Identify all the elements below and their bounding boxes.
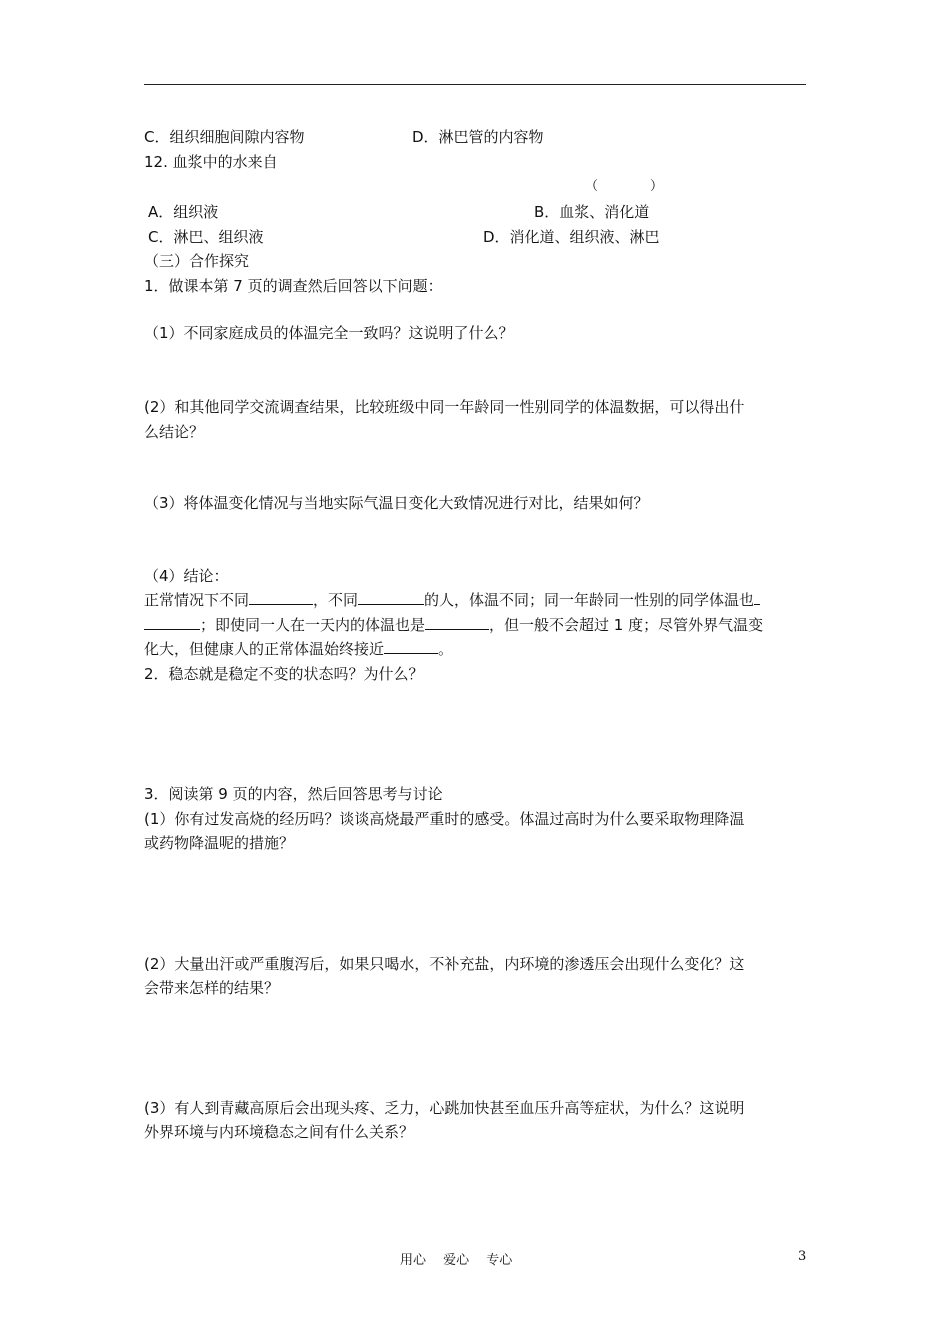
answer-blank[interactable] xyxy=(384,639,438,654)
q3-sub2-line1: (2）大量出汗或严重腹泻后，如果只喝水，不补充盐，内环境的渗透压会出现什么变化？这 xyxy=(144,955,745,973)
page-number: 3 xyxy=(798,1249,807,1264)
conclusion-text: ，但一般不会超过 1 度；尽管外界气温变 xyxy=(489,616,764,634)
q1-sub4-label: （4）结论： xyxy=(144,567,229,585)
q12-option-d: D．消化道、组织液、淋巴 xyxy=(483,228,660,246)
conclusion-text: 的人，体温不同；同一年龄同一性别的同学体温也 xyxy=(424,591,755,609)
q12-option-a: A．组织液 xyxy=(148,203,219,221)
q12-answer-paren: （ ） xyxy=(585,179,664,194)
q3-sub2-line2: 会带来怎样的结果？ xyxy=(144,979,280,997)
q12-option-c: C．淋巴、组织液 xyxy=(148,228,264,246)
conclusion-line-2 xyxy=(144,614,763,636)
conclusion-text: 正常情况下不同 xyxy=(144,591,250,609)
q3-sub1-line2: 或药物降温呢的措施？ xyxy=(144,834,295,852)
header-rule xyxy=(144,84,806,85)
q3-sub3-line2: 外界环境与内环境稳态之间有什么关系？ xyxy=(144,1123,415,1141)
conclusion-text: 化大，但健康人的正常体温始终接近 xyxy=(144,640,385,658)
conclusion-line-3 xyxy=(144,638,453,660)
q3-sub1-line1: (1）你有过发高烧的经历吗？谈谈高烧最严重时的感受。体温过高时为什么要采取物理降温 xyxy=(144,810,745,828)
q11-option-d: D．淋巴管的内容物 xyxy=(412,128,544,146)
conclusion-line-1 xyxy=(144,589,760,611)
q1-stem: 1．做课本第 7 页的调查然后回答以下问题： xyxy=(144,277,443,295)
q1-sub2-line2: 么结论？ xyxy=(144,423,205,441)
conclusion-text: ，不同 xyxy=(313,591,359,609)
answer-blank[interactable] xyxy=(358,590,424,605)
q3-sub3-line1: (3）有人到青藏高原后会出现头疼、乏力，心跳加快甚至血压升高等症状，为什么？这说明 xyxy=(144,1099,745,1117)
q12-stem: 12. 血浆中的水来自 xyxy=(144,153,278,171)
q1-sub2-line1: (2）和其他同学交流调查结果，比较班级中同一年龄同一性别同学的体温数据，可以得出什 xyxy=(144,398,745,416)
answer-blank[interactable] xyxy=(425,615,489,630)
q1-sub3: （3）将体温变化情况与当地实际气温日变化大致情况进行对比，结果如何？ xyxy=(144,494,649,512)
q1-sub1: （1）不同家庭成员的体温完全一致吗？这说明了什么？ xyxy=(144,324,514,342)
conclusion-text: ；即使同一人在一天内的体温也是 xyxy=(200,616,426,634)
q2-stem: 2．稳态就是稳定不变的状态吗？为什么？ xyxy=(144,665,424,683)
q12-option-b: B．血浆、消化道 xyxy=(534,203,650,221)
section-title: （三）合作探究 xyxy=(144,252,250,270)
answer-blank[interactable] xyxy=(249,590,313,605)
conclusion-text: 。 xyxy=(438,640,454,658)
answer-blank[interactable] xyxy=(144,615,200,630)
footer-motto: 用心 爱心 专心 xyxy=(400,1253,513,1268)
q3-stem: 3．阅读第 9 页的内容，然后回答思考与讨论 xyxy=(144,785,443,803)
q11-option-c: C．组织细胞间隙内容物 xyxy=(144,128,305,146)
answer-blank[interactable] xyxy=(754,590,760,605)
